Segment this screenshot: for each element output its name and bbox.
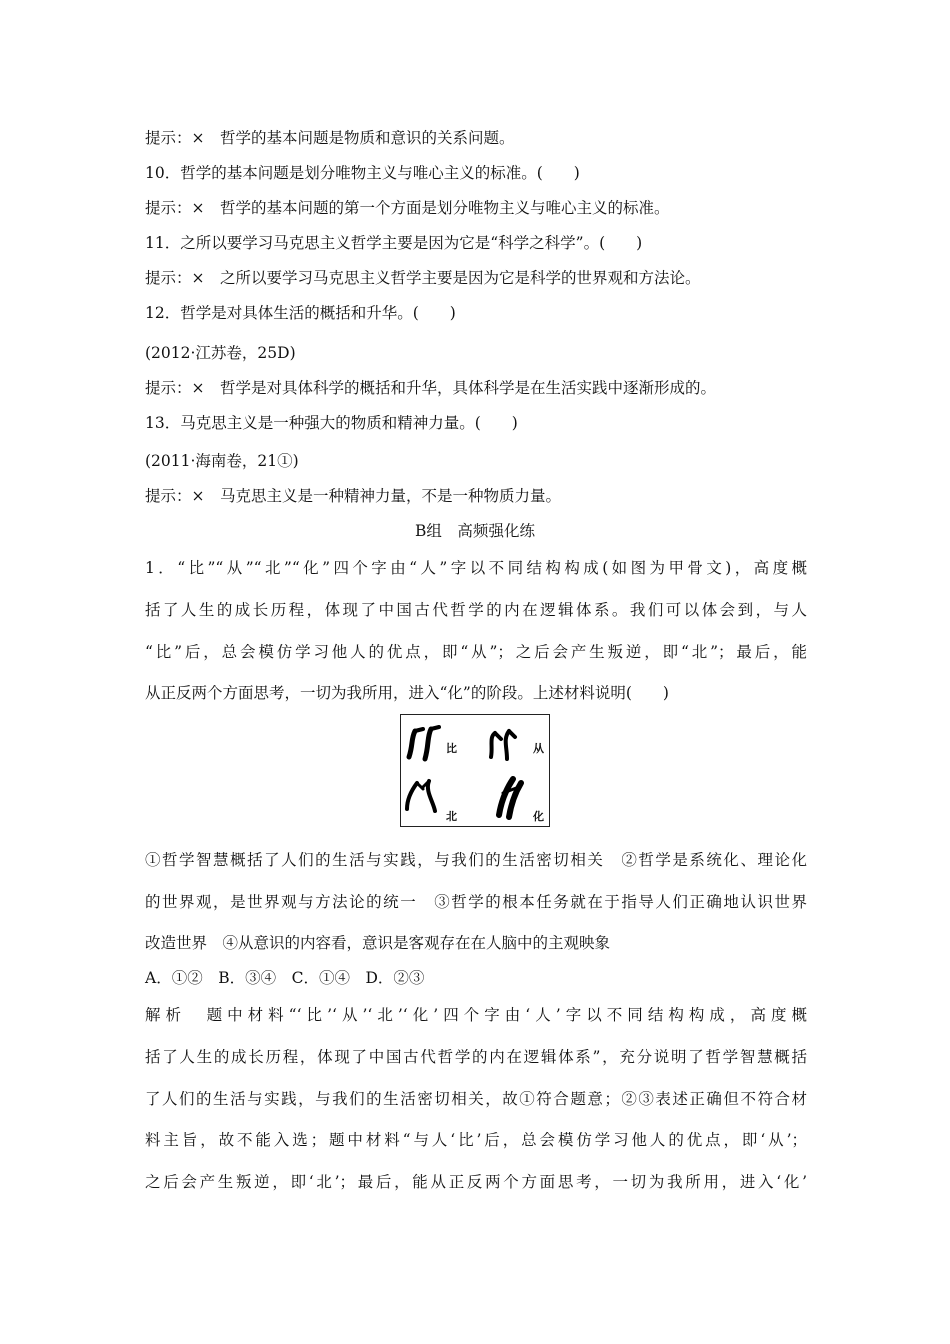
glyph-label-bi: 比 [446,742,457,755]
analysis-line: 了人们的生活与实践，与我们的生活密切相关，故①符合题意；②③表述正确但不符合材 [145,1090,807,1108]
hint-line: 提示：× 哲学的基本问题是物质和意识的关系问题。 [145,129,515,147]
section-title: B组 高频强化练 [415,522,535,540]
hint-line: 提示：× 之所以要学习马克思主义哲学主要是因为它是科学的世界观和方法论。 [145,269,701,287]
analysis-line: 括了人生的成长历程，体现了中国古代哲学的内在逻辑体系”，充分说明了哲学智慧概括 [145,1048,807,1066]
answer-choices: A．①② B．③④ C．①④ D．②③ [145,969,425,987]
question-1-line: 1．“比”“从”“北”“化”四个字由“人”字以不同结构构成(如图为甲骨文)，高度概 [145,559,807,577]
glyph-label-bei: 北 [446,810,457,823]
hint-line: 提示：× 哲学是对具体科学的概括和升华，具体科学是在生活实践中逐渐形成的。 [145,379,716,397]
analysis-line: 解析 题中材料“‘比’‘从’‘北’‘化’四个字由‘人’字以不同结构构成，高度概 [145,1006,807,1024]
hint-line: 提示：× 马克思主义是一种精神力量，不是一种物质力量。 [145,487,561,505]
option-line: 的世界观，是世界观与方法论的统一 ③哲学的根本任务就在于指导人们正确地认识世界 [145,893,807,911]
question-1-line: “比”后，总会模仿学习他人的优点，即“从”；之后会产生叛逆，即“北”；最后，能 [145,643,807,661]
source-citation: (2011·海南卷，21①) [145,452,299,470]
question-12: 12．哲学是对具体生活的概括和升华。( ) [145,304,456,322]
option-line: 改造世界 ④从意识的内容看，意识是客观存在在人脑中的主观映象 [145,934,611,952]
glyph-label-hua: 化 [533,810,544,823]
question-13: 13．马克思主义是一种强大的物质和精神力量。( ) [145,414,518,432]
oracle-glyphs-image [403,717,547,825]
oracle-bone-figure [400,714,550,827]
analysis-line: 之后会产生叛逆，即‘北’；最后，能从正反两个方面思考，一切为我所用，进入‘化’ [145,1173,807,1191]
analysis-line: 料主旨，故不能入选；题中材料“与人‘比’后，总会模仿学习他人的优点，即‘从’； [145,1131,807,1149]
question-1-line: 从正反两个方面思考，一切为我所用，进入“化”的阶段。上述材料说明( ) [145,684,669,702]
source-citation: (2012·江苏卷，25D) [145,344,296,362]
hint-line: 提示：× 哲学的基本问题的第一个方面是划分唯物主义与唯心主义的标准。 [145,199,670,217]
question-10: 10．哲学的基本问题是划分唯物主义与唯心主义的标准。( ) [145,164,580,182]
glyph-label-cong: 从 [533,742,544,755]
question-1-line: 括了人生的成长历程，体现了中国古代哲学的内在逻辑体系。我们可以体会到，与人 [145,601,807,619]
option-line: ①哲学智慧概括了人们的生活与实践，与我们的生活密切相关 ②哲学是系统化、理论化 [145,851,807,869]
question-11: 11．之所以要学习马克思主义哲学主要是因为它是“科学之科学”。( ) [145,234,643,252]
